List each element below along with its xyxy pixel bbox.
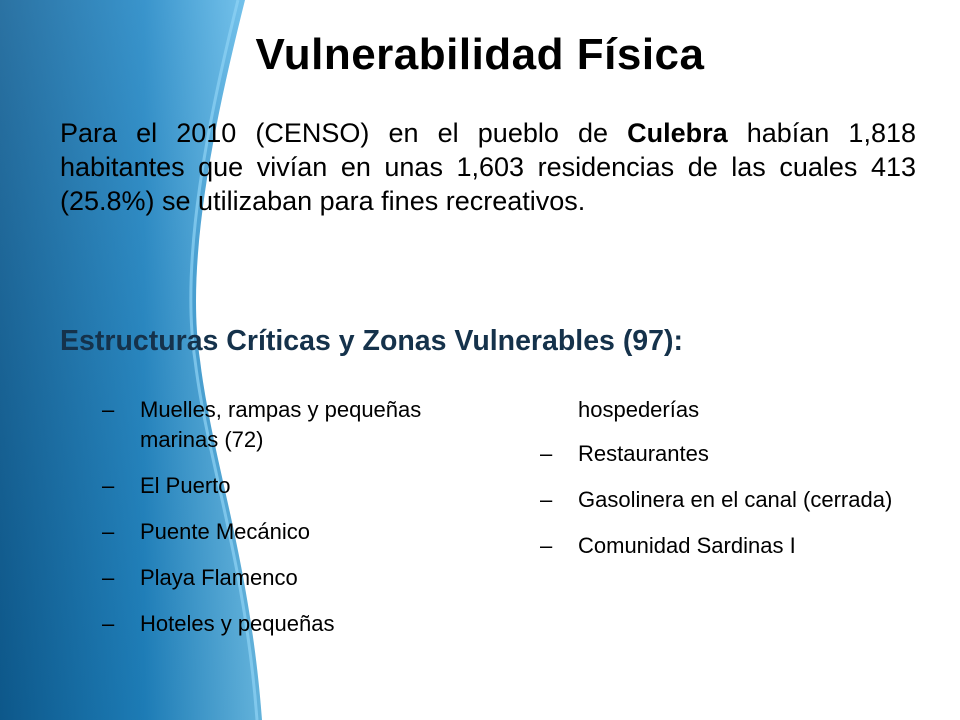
list-item xyxy=(102,609,442,639)
intro-bold-place: Culebra xyxy=(627,118,728,148)
list-item-text: Muelles, rampas y pequeñas marinas (72) xyxy=(140,397,422,452)
intro-paragraph xyxy=(60,116,916,218)
dash-bullet: – xyxy=(540,487,553,512)
dash-bullet: – xyxy=(102,473,115,498)
list-item-continuation xyxy=(540,395,900,425)
intro-text-end: habían 1,818 habitantes que vivían en unas 1,603 residencias de las cuales 413 (25.8%) se utilizaban para fines recreativos. xyxy=(60,118,916,216)
intro-text-start: Para el 2010 (CENSO) en el pueblo de xyxy=(60,118,628,148)
list-item-text: hospederías xyxy=(578,397,700,422)
list-item xyxy=(540,531,900,561)
dash-bullet: – xyxy=(102,519,115,544)
dash-bullet: – xyxy=(540,441,553,466)
list-item-text: El Puerto xyxy=(140,473,231,498)
critical-structures-heading: Estructuras Críticas y Zonas Vulnerables (97): xyxy=(60,325,683,357)
list-item xyxy=(102,471,442,501)
list-item-text: Puente Mecánico xyxy=(140,519,310,544)
list-item xyxy=(102,563,442,593)
dash-bullet: – xyxy=(102,611,115,636)
list-item xyxy=(540,439,900,469)
slide-title: Vulnerabilidad Física xyxy=(255,30,705,79)
dash-bullet: – xyxy=(102,397,115,422)
bullet-list-column-1 xyxy=(102,395,442,655)
bullet-list-column-2 xyxy=(540,395,900,577)
dash-bullet: – xyxy=(540,533,553,558)
list-item-text: Comunidad Sardinas I xyxy=(578,533,796,558)
list-item-text: Hoteles y pequeñas xyxy=(140,611,335,636)
list-item xyxy=(102,395,442,455)
list-item-text: Gasolinera en el canal (cerrada) xyxy=(578,487,893,512)
list-item-text: Playa Flamenco xyxy=(140,565,298,590)
list-item-text: Restaurantes xyxy=(578,441,709,466)
list-item xyxy=(102,517,442,547)
list-item xyxy=(540,485,900,515)
dash-bullet: – xyxy=(102,565,115,590)
